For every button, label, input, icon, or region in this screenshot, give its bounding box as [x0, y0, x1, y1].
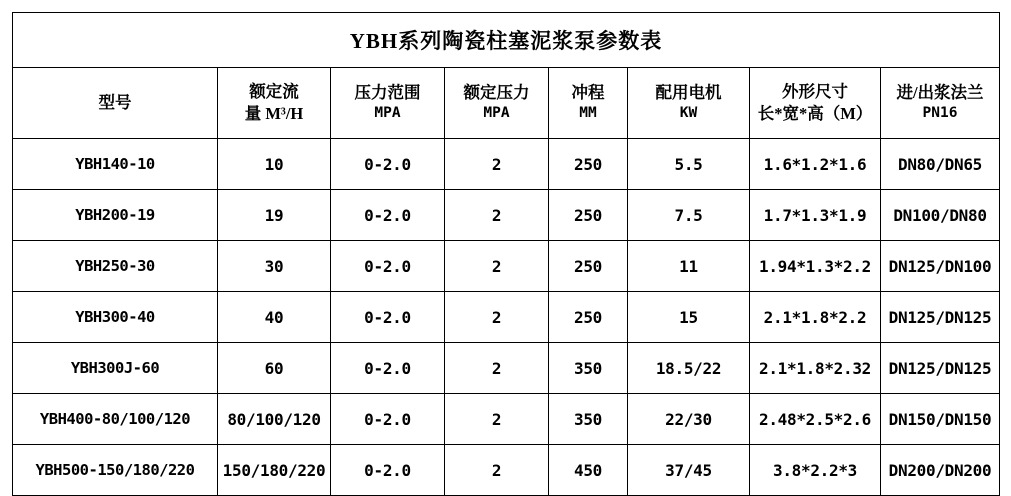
column-header-rated-pressure — [445, 68, 549, 139]
column-header-model — [13, 68, 218, 139]
header-line1: 额定压力 — [463, 83, 530, 103]
header-line1: 进/出浆法兰 — [896, 83, 984, 103]
cell-pressure-range: 0-2.0 — [331, 343, 445, 394]
cell-dimensions: 1.94*1.3*2.2 — [750, 241, 881, 292]
cell-stroke: 250 — [549, 190, 628, 241]
cell-motor: 5.5 — [628, 139, 750, 190]
cell-motor: 11 — [628, 241, 750, 292]
cell-motor: 7.5 — [628, 190, 750, 241]
cell-pressure-range: 0-2.0 — [331, 445, 445, 496]
cell-model: YBH140-10 — [13, 139, 218, 190]
cell-rated-pressure: 2 — [445, 241, 549, 292]
cell-model: YBH200-19 — [13, 190, 218, 241]
header-line2: MPA — [374, 105, 401, 122]
column-header-dimensions — [750, 68, 881, 139]
cell-motor: 18.5/22 — [628, 343, 750, 394]
table-row — [13, 394, 1000, 445]
cell-rated-flow: 40 — [218, 292, 331, 343]
column-header-motor — [628, 68, 750, 139]
header-row — [13, 68, 1000, 139]
document-title: YBH系列陶瓷柱塞泥浆泵参数表 — [13, 13, 1000, 68]
cell-rated-flow: 80/100/120 — [218, 394, 331, 445]
cell-rated-pressure: 2 — [445, 292, 549, 343]
header-line2: PN16 — [922, 105, 958, 122]
cell-motor: 15 — [628, 292, 750, 343]
cell-motor: 22/30 — [628, 394, 750, 445]
table-body — [13, 13, 1000, 496]
cell-stroke: 250 — [549, 139, 628, 190]
cell-stroke: 250 — [549, 241, 628, 292]
cell-rated-flow: 150/180/220 — [218, 445, 331, 496]
cell-dimensions: 3.8*2.2*3 — [750, 445, 881, 496]
header-line1: 额定流 — [249, 81, 299, 101]
parameter-sheet — [12, 12, 999, 480]
cell-dimensions: 2.48*2.5*2.6 — [750, 394, 881, 445]
cell-rated-pressure: 2 — [445, 190, 549, 241]
cell-flange: DN150/DN150 — [881, 394, 1000, 445]
cell-flange: DN125/DN100 — [881, 241, 1000, 292]
cell-pressure-range: 0-2.0 — [331, 241, 445, 292]
cell-rated-pressure: 2 — [445, 445, 549, 496]
cell-stroke: 250 — [549, 292, 628, 343]
title-row — [13, 13, 1000, 68]
header-line1: 外形尺寸 — [782, 81, 848, 101]
table-row — [13, 343, 1000, 394]
cell-dimensions: 2.1*1.8*2.32 — [750, 343, 881, 394]
header-line2: MM — [579, 105, 597, 122]
cell-rated-flow: 30 — [218, 241, 331, 292]
cell-dimensions: 1.6*1.2*1.6 — [750, 139, 881, 190]
cell-flange: DN100/DN80 — [881, 190, 1000, 241]
cell-rated-pressure: 2 — [445, 394, 549, 445]
header-line2: KW — [679, 105, 698, 122]
cell-flange: DN125/DN125 — [881, 292, 1000, 343]
cell-flange: DN125/DN125 — [881, 343, 1000, 394]
table-row — [13, 292, 1000, 343]
cell-stroke: 350 — [549, 394, 628, 445]
cell-rated-flow: 19 — [218, 190, 331, 241]
cell-flange: DN80/DN65 — [881, 139, 1000, 190]
parameter-table — [12, 12, 1000, 496]
cell-model: YBH500-150/180/220 — [13, 445, 218, 496]
header-line2: MPA — [483, 105, 510, 122]
cell-rated-pressure: 2 — [445, 139, 549, 190]
cell-model: YBH400-80/100/120 — [13, 394, 218, 445]
cell-dimensions: 2.1*1.8*2.2 — [750, 292, 881, 343]
cell-pressure-range: 0-2.0 — [331, 190, 445, 241]
header-line2: 量 M³/H — [244, 104, 304, 123]
header-line1: 压力范围 — [354, 83, 421, 103]
cell-rated-pressure: 2 — [445, 343, 549, 394]
header-line1: 冲程 — [571, 83, 605, 103]
column-header-stroke — [549, 68, 628, 139]
cell-rated-flow: 10 — [218, 139, 331, 190]
cell-rated-flow: 60 — [218, 343, 331, 394]
cell-model: YBH300J-60 — [13, 343, 218, 394]
table-row — [13, 445, 1000, 496]
column-header-flange — [881, 68, 1000, 139]
cell-pressure-range: 0-2.0 — [331, 394, 445, 445]
cell-model: YBH250-30 — [13, 241, 218, 292]
cell-stroke: 350 — [549, 343, 628, 394]
column-header-rated-flow — [218, 68, 331, 139]
header-line1: 配用电机 — [655, 83, 722, 103]
cell-stroke: 450 — [549, 445, 628, 496]
column-header-pressure-range — [331, 68, 445, 139]
cell-pressure-range: 0-2.0 — [331, 139, 445, 190]
table-row — [13, 241, 1000, 292]
header-line1: 型号 — [98, 92, 132, 112]
table-row — [13, 139, 1000, 190]
table-row — [13, 190, 1000, 241]
cell-flange: DN200/DN200 — [881, 445, 1000, 496]
cell-motor: 37/45 — [628, 445, 750, 496]
header-line2: 长*宽*高（M） — [757, 104, 873, 123]
cell-dimensions: 1.7*1.3*1.9 — [750, 190, 881, 241]
cell-pressure-range: 0-2.0 — [331, 292, 445, 343]
cell-model: YBH300-40 — [13, 292, 218, 343]
